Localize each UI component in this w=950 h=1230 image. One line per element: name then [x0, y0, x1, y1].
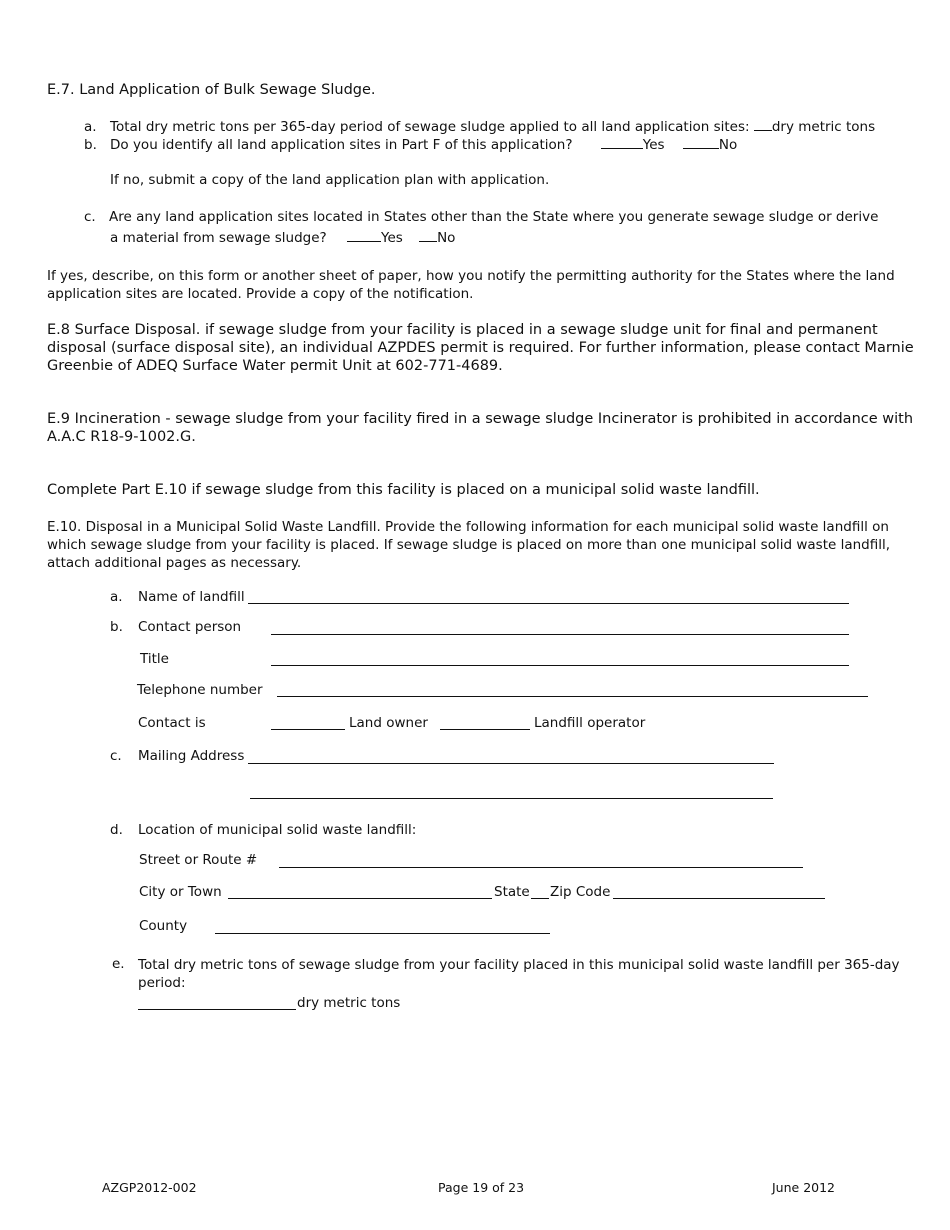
e7-b-no-label: No: [718, 137, 738, 153]
e10-contact-is-label: Contact is: [138, 715, 206, 731]
e7-a-unit: dry metric tons: [771, 119, 876, 135]
e7-c-marker: c.: [84, 209, 96, 225]
landfill-tons-field[interactable]: [138, 997, 296, 1010]
e7-b-yes-field[interactable]: [601, 136, 643, 149]
e7-a-text: Total dry metric tons per 365-day period of sewage sludge applied to all land application sites:: [110, 119, 750, 135]
land-owner-field[interactable]: [271, 717, 345, 730]
e10-title-label: Title: [140, 651, 169, 667]
e10-state-label: State: [494, 884, 530, 900]
e10-e-unit: dry metric tons: [297, 995, 401, 1011]
e7-c-yes-field[interactable]: [347, 229, 381, 242]
e7-b-marker: b.: [84, 137, 97, 153]
e7-c-no-label: No: [437, 230, 456, 246]
e10-marker-a: a.: [110, 589, 123, 605]
e7-a-tons-field[interactable]: [754, 118, 772, 131]
e7-item-a: [84, 118, 875, 136]
e10-intro: E.10. Disposal in a Municipal Solid Waste Landfill. Provide the following information for each municipal solid waste landfill on which sewage sludge from your facility is placed. If sewage sludge is placed on more than one municipal solid waste landfill, attach additional pages as necessary.: [47, 519, 891, 571]
e10-mailing-label: Mailing Address: [138, 748, 245, 764]
e7-b-note: If no, submit a copy of the land application plan with application.: [110, 172, 550, 188]
e7-a-marker: a.: [84, 119, 97, 135]
land-owner-label: Land owner: [349, 715, 428, 731]
zip-code-field[interactable]: [613, 886, 825, 899]
street-route-field[interactable]: [279, 855, 803, 868]
e10-marker-c: c.: [110, 748, 122, 764]
e7-b-text: Do you identify all land application sites in Part F of this application?: [110, 137, 573, 153]
e10-zip-label: Zip Code: [550, 884, 611, 900]
e7-c-text-2: a material from sewage sludge?: [110, 230, 327, 246]
e7-item-b: [84, 136, 737, 154]
e7-title: E.7. Land Application of Bulk Sewage Sludge.: [47, 82, 376, 98]
landfill-name-field[interactable]: [248, 591, 849, 604]
mailing-address-line1-field[interactable]: [248, 751, 774, 764]
e7-item-c: [84, 209, 878, 226]
landfill-operator-label: Landfill operator: [534, 715, 646, 731]
city-town-field[interactable]: [228, 886, 492, 899]
mailing-address-line2-field[interactable]: [250, 786, 773, 799]
e7-b-yes-label: Yes: [642, 137, 665, 153]
e10-name-label: Name of landfill: [138, 589, 245, 605]
e7-c-yes-label: Yes: [380, 230, 403, 246]
contact-person-field[interactable]: [271, 622, 849, 635]
e7-c-no-field[interactable]: [419, 229, 437, 242]
e7-b-no-field[interactable]: [683, 136, 719, 149]
e10-telephone-label: Telephone number: [137, 682, 263, 698]
e10-location-label: Location of municipal solid waste landfill:: [138, 822, 417, 838]
e10-marker-e: e.: [112, 956, 125, 972]
e10-contact-label: Contact person: [138, 619, 242, 635]
e10-street-label: Street or Route #: [139, 852, 258, 868]
telephone-field[interactable]: [277, 684, 868, 697]
e10-county-label: County: [139, 918, 188, 934]
e10-e-text: Total dry metric tons of sewage sludge from your facility placed in this municipal solid waste landfill per 365-day period:: [138, 957, 900, 991]
contact-title-field[interactable]: [271, 653, 849, 666]
footer-page-number: Page 19 of 23: [438, 1180, 525, 1195]
e10-marker-b: b.: [110, 619, 123, 635]
landfill-operator-field[interactable]: [440, 717, 530, 730]
footer-form-id: AZGP2012-002: [102, 1180, 197, 1195]
e7-if-yes-instructions: If yes, describe, on this form or another sheet of paper, how you notify the permitting authority for the States where the land application sites are located. Provide a copy of the notification.: [47, 268, 895, 302]
e7-item-c-line2: [110, 229, 455, 247]
e8-surface-disposal: E.8 Surface Disposal. if sewage sludge from your facility is placed in a sewage sludge unit for final and permanent disposal (surface disposal site), an individual AZPDES permit is required. For further information, please contact Marnie Greenbie of ADEQ Surface Water permit Unit at 602-771-4689.: [47, 322, 914, 374]
e9-incineration: E.9 Incineration - sewage sludge from your facility fired in a sewage sludge Incinerator is prohibited in accordance with A.A.C R18-9-1002.G.: [47, 411, 914, 445]
state-field[interactable]: [531, 886, 549, 899]
e10-city-label: City or Town: [139, 884, 222, 900]
e7-c-text-1: Are any land application sites located in States other than the State where you generate sewage sludge or derive: [109, 209, 879, 225]
complete-e10-note: Complete Part E.10 if sewage sludge from this facility is placed on a municipal solid waste landfill.: [47, 482, 760, 498]
footer-date: June 2012: [772, 1180, 836, 1195]
e10-marker-d: d.: [110, 822, 123, 838]
county-field[interactable]: [215, 921, 550, 934]
